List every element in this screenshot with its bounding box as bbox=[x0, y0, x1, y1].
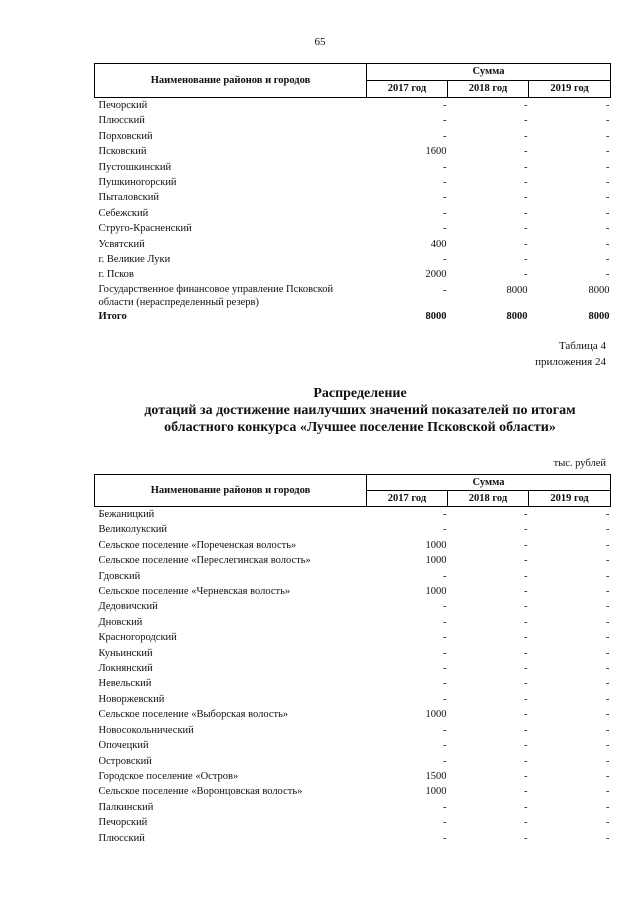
row-name: Красногородский bbox=[98, 632, 177, 644]
table-row bbox=[95, 309, 611, 324]
value-2017: - bbox=[443, 223, 447, 235]
row-name: Палкинский bbox=[98, 801, 154, 813]
row-name: Дедовичский bbox=[98, 601, 158, 613]
table-row bbox=[95, 831, 611, 846]
value-2018: - bbox=[524, 100, 528, 111]
header-sum: Сумма bbox=[367, 64, 611, 81]
value-2018: - bbox=[524, 647, 528, 659]
row-name: Невельский bbox=[98, 678, 152, 690]
row-name: Струго-Красненский bbox=[98, 223, 192, 235]
value-2018: - bbox=[524, 709, 528, 721]
table-2 bbox=[94, 474, 611, 846]
row-name: Сельское поселение «Черневская волость» bbox=[98, 586, 291, 598]
row-name: Порховский bbox=[98, 130, 153, 142]
value-2017: 1000 bbox=[425, 709, 447, 721]
row-name: Усвятский bbox=[98, 238, 145, 250]
table-row bbox=[95, 569, 611, 584]
table-caption-line1: Таблица 4 bbox=[558, 340, 606, 352]
value-2018: - bbox=[524, 177, 528, 189]
value-2017: - bbox=[443, 570, 447, 582]
header-year-2017: 2017 год bbox=[367, 491, 448, 507]
value-2017: - bbox=[443, 509, 447, 520]
row-name: Пушкиногорский bbox=[98, 177, 177, 189]
value-2018: - bbox=[524, 817, 528, 829]
value-2019: - bbox=[606, 832, 610, 844]
section-title-line3: областного конкурса «Лучшее поселение Псковской области» bbox=[164, 420, 556, 435]
value-2018: - bbox=[524, 724, 528, 736]
table-row bbox=[95, 190, 611, 205]
value-2018: - bbox=[524, 269, 528, 281]
value-2017: - bbox=[443, 130, 447, 142]
row-name: Бежаницкий bbox=[98, 509, 155, 520]
value-2017: - bbox=[443, 678, 447, 690]
value-2018: - bbox=[524, 254, 528, 266]
table-caption-line2: приложения 24 bbox=[535, 356, 606, 368]
value-2019: - bbox=[606, 192, 610, 204]
value-2017: 8000 bbox=[425, 310, 447, 322]
value-2019: - bbox=[606, 647, 610, 659]
row-name: г. Великие Луки bbox=[98, 254, 171, 266]
value-2018: - bbox=[524, 801, 528, 813]
value-2017: - bbox=[443, 616, 447, 628]
table-1 bbox=[94, 63, 611, 324]
header-sum: Сумма bbox=[367, 475, 611, 491]
row-name: Опочецкий bbox=[98, 740, 149, 752]
value-2018: - bbox=[524, 161, 528, 173]
value-2018: - bbox=[524, 832, 528, 844]
value-2018: - bbox=[524, 146, 528, 158]
value-2019: - bbox=[606, 100, 610, 111]
value-2017: - bbox=[443, 284, 447, 296]
value-2017: - bbox=[443, 192, 447, 204]
value-2017: - bbox=[443, 817, 447, 829]
table-row bbox=[95, 584, 611, 599]
value-2019: - bbox=[606, 115, 610, 127]
table-row bbox=[95, 738, 611, 753]
value-2018: - bbox=[524, 115, 528, 127]
table-row bbox=[95, 615, 611, 630]
value-2019: - bbox=[606, 177, 610, 189]
row-name: Сельское поселение «Выборская волость» bbox=[98, 709, 289, 721]
value-2017: - bbox=[443, 801, 447, 813]
value-2017: 1600 bbox=[425, 146, 447, 158]
row-name: Локнянский bbox=[98, 663, 153, 675]
table-row bbox=[95, 676, 611, 691]
row-name: Городское поселение «Остров» bbox=[98, 770, 239, 782]
value-2017: - bbox=[443, 524, 447, 536]
value-2017: - bbox=[443, 832, 447, 844]
value-2018: - bbox=[524, 555, 528, 567]
row-name: Плюсский bbox=[98, 832, 145, 844]
value-2019: - bbox=[606, 146, 610, 158]
value-2017: - bbox=[443, 740, 447, 752]
row-name: Псковский bbox=[98, 146, 147, 158]
units-label: тыс. рублей bbox=[553, 458, 606, 469]
section-title-line2: дотаций за достижение наилучших значений показателей по итогам bbox=[144, 403, 576, 418]
row-name: Итого bbox=[98, 310, 127, 322]
table-row bbox=[95, 784, 611, 799]
value-2019: - bbox=[606, 539, 610, 551]
value-2018: - bbox=[524, 223, 528, 235]
value-2019: - bbox=[606, 709, 610, 721]
value-2019: - bbox=[606, 586, 610, 598]
value-2017: - bbox=[443, 254, 447, 266]
value-2019: - bbox=[606, 616, 610, 628]
row-name: Себежский bbox=[98, 207, 149, 219]
value-2018: - bbox=[524, 693, 528, 705]
row-name: Островский bbox=[98, 755, 152, 767]
value-2017: - bbox=[443, 161, 447, 173]
row-name: Сельское поселение «Переслегинская волость» bbox=[98, 555, 311, 567]
header-year-2019: 2019 год bbox=[529, 491, 611, 507]
value-2017: - bbox=[443, 601, 447, 613]
value-2019: - bbox=[606, 817, 610, 829]
value-2018: - bbox=[524, 524, 528, 536]
table-row bbox=[95, 553, 611, 568]
value-2018: - bbox=[524, 663, 528, 675]
table-row bbox=[95, 754, 611, 769]
row-name: Великолукский bbox=[98, 524, 168, 536]
value-2019: - bbox=[606, 770, 610, 782]
value-2018: 8000 bbox=[506, 310, 528, 322]
row-name: Печорский bbox=[98, 100, 148, 111]
row-name: Сельское поселение «Воронцовская волость» bbox=[98, 786, 303, 798]
row-name: Пыталовский bbox=[98, 192, 159, 204]
table-row bbox=[95, 175, 611, 190]
row-name: Новосокольнический bbox=[98, 724, 194, 736]
table-row bbox=[95, 630, 611, 645]
value-2019: - bbox=[606, 207, 610, 219]
value-2019: - bbox=[606, 786, 610, 798]
value-2019: - bbox=[606, 524, 610, 536]
table-row bbox=[95, 252, 611, 267]
table-row bbox=[95, 221, 611, 236]
value-2019: - bbox=[606, 161, 610, 173]
value-2018: - bbox=[524, 601, 528, 613]
table-2-body bbox=[95, 507, 611, 846]
value-2018: - bbox=[524, 130, 528, 142]
table-row bbox=[95, 144, 611, 159]
value-2019: - bbox=[606, 254, 610, 266]
value-2017: 1000 bbox=[425, 539, 447, 551]
table-row bbox=[95, 129, 611, 144]
table-row bbox=[95, 98, 611, 114]
row-name: Плюсский bbox=[98, 115, 145, 127]
section-title-line1: Распределение bbox=[313, 386, 407, 401]
value-2018: - bbox=[524, 539, 528, 551]
value-2019: - bbox=[606, 223, 610, 235]
table-row bbox=[95, 815, 611, 830]
header-year-2017: 2017 год bbox=[367, 81, 448, 98]
value-2019: - bbox=[606, 570, 610, 582]
table-row bbox=[95, 661, 611, 676]
header-name: Наименование районов и городов bbox=[95, 64, 367, 98]
value-2018: 8000 bbox=[506, 284, 528, 296]
table-row bbox=[95, 599, 611, 614]
value-2017: - bbox=[443, 115, 447, 127]
table-row bbox=[95, 237, 611, 252]
value-2019: 8000 bbox=[588, 310, 610, 322]
value-2019: - bbox=[606, 509, 610, 520]
value-2017: - bbox=[443, 100, 447, 111]
value-2017: 2000 bbox=[425, 269, 447, 281]
table-row bbox=[95, 522, 611, 537]
value-2017: - bbox=[443, 693, 447, 705]
value-2017: - bbox=[443, 724, 447, 736]
value-2017: 1500 bbox=[425, 770, 447, 782]
page-number: 65 bbox=[314, 36, 326, 48]
row-name: Гдовский bbox=[98, 570, 141, 582]
value-2017: - bbox=[443, 755, 447, 767]
table-row bbox=[95, 769, 611, 784]
value-2018: - bbox=[524, 770, 528, 782]
value-2017: 1000 bbox=[425, 586, 447, 598]
table-row bbox=[95, 113, 611, 128]
value-2017: - bbox=[443, 207, 447, 219]
value-2017: 1000 bbox=[425, 786, 447, 798]
row-name: Пустошкинский bbox=[98, 161, 172, 173]
value-2019: - bbox=[606, 238, 610, 250]
row-name: Куньинский bbox=[98, 647, 153, 659]
value-2018: - bbox=[524, 192, 528, 204]
value-2017: 1000 bbox=[425, 555, 447, 567]
value-2018: - bbox=[524, 586, 528, 598]
value-2018: - bbox=[524, 238, 528, 250]
value-2017: - bbox=[443, 177, 447, 189]
table-row bbox=[95, 283, 611, 309]
row-name: г. Псков bbox=[98, 269, 134, 281]
value-2018: - bbox=[524, 207, 528, 219]
value-2018: - bbox=[524, 678, 528, 690]
header-year-2018: 2018 год bbox=[448, 81, 529, 98]
value-2017: - bbox=[443, 663, 447, 675]
table-row bbox=[95, 206, 611, 221]
row-name: Дновский bbox=[98, 616, 143, 628]
table-1-body bbox=[95, 98, 611, 325]
row-name: Новоржевский bbox=[98, 693, 165, 705]
value-2019: - bbox=[606, 740, 610, 752]
row-name: Печорский bbox=[98, 817, 148, 829]
table-row bbox=[95, 507, 611, 523]
header-name: Наименование районов и городов bbox=[95, 475, 367, 507]
value-2018: - bbox=[524, 786, 528, 798]
value-2017: - bbox=[443, 632, 447, 644]
table-row bbox=[95, 646, 611, 661]
value-2019: - bbox=[606, 601, 610, 613]
table-row bbox=[95, 800, 611, 815]
header-year-2019: 2019 год bbox=[529, 81, 611, 98]
value-2019: - bbox=[606, 663, 610, 675]
value-2018: - bbox=[524, 509, 528, 520]
row-name: Государственное финансовое управление Псковской области (нераспределенный резерв) bbox=[98, 283, 334, 308]
value-2018: - bbox=[524, 616, 528, 628]
value-2019: - bbox=[606, 678, 610, 690]
header-year-2018: 2018 год bbox=[448, 491, 529, 507]
table-row bbox=[95, 160, 611, 175]
value-2019: - bbox=[606, 130, 610, 142]
value-2019: - bbox=[606, 632, 610, 644]
table-row bbox=[95, 707, 611, 722]
value-2019: - bbox=[606, 755, 610, 767]
value-2019: - bbox=[606, 555, 610, 567]
table-row bbox=[95, 723, 611, 738]
value-2017: - bbox=[443, 647, 447, 659]
value-2019: - bbox=[606, 724, 610, 736]
value-2018: - bbox=[524, 570, 528, 582]
table-row bbox=[95, 538, 611, 553]
table-row bbox=[95, 692, 611, 707]
value-2018: - bbox=[524, 632, 528, 644]
value-2019: - bbox=[606, 801, 610, 813]
value-2018: - bbox=[524, 755, 528, 767]
value-2017: 400 bbox=[430, 238, 447, 250]
value-2019: - bbox=[606, 693, 610, 705]
row-name: Сельское поселение «Пореченская волость» bbox=[98, 539, 297, 551]
value-2019: 8000 bbox=[588, 284, 610, 296]
value-2019: - bbox=[606, 269, 610, 281]
table-row bbox=[95, 267, 611, 282]
value-2018: - bbox=[524, 740, 528, 752]
